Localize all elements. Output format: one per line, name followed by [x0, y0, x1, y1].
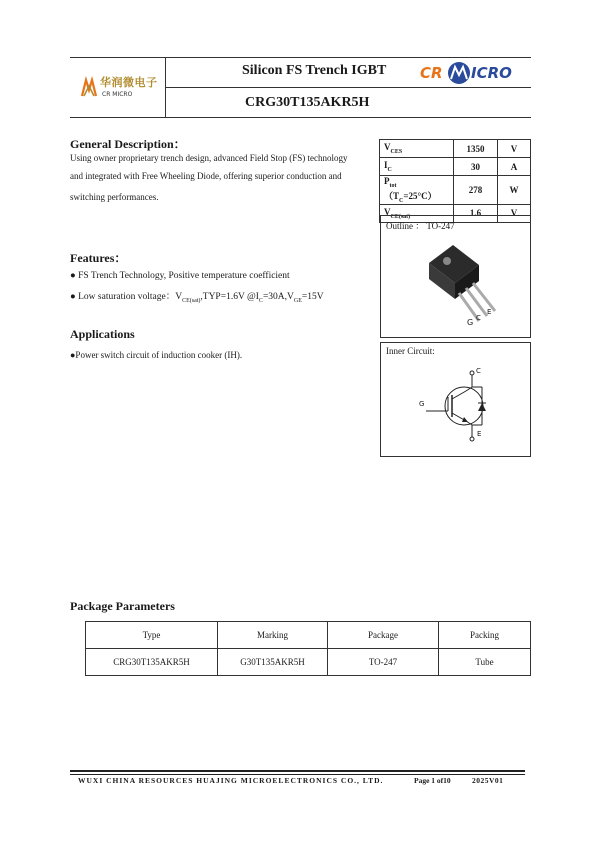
spec-unit: W	[498, 176, 531, 205]
footer-company: WUXI CHINA RESOURCES HUAJING MICROELECTRONICS CO., LTD.	[78, 776, 384, 785]
features-title: Features：	[70, 251, 127, 265]
inner-pin-g: G	[419, 400, 425, 408]
applications-title: Applications	[70, 327, 135, 341]
table-header-cell: Type	[86, 622, 218, 649]
inner-pin-c: C	[476, 367, 481, 375]
key-specs-table	[379, 139, 531, 223]
table-row	[86, 649, 531, 676]
part-number: CRG30T135AKR5H	[245, 95, 370, 110]
cr-micro-logo-left	[80, 74, 160, 104]
logo-cr-text: CR	[420, 64, 443, 82]
general-line-1: Using owner proprietary trench design, advanced Field Stop (FS) technology	[70, 153, 348, 163]
spec-row	[380, 158, 531, 176]
spec-value: 1.6	[454, 204, 498, 222]
spec-symbol: $I_C$	[380, 158, 454, 176]
logo-english-text: CR MICRO	[102, 91, 133, 98]
spec-unit: V	[498, 140, 531, 158]
feature-item-2: ● Low saturation voltage：$V_{CE(sat)},TYP=1.6V$ $@I_C=30A,V_{GE}=15V$	[70, 292, 324, 304]
spec-value: 1350	[454, 140, 498, 158]
logo-chinese-text: 华润微电子	[100, 76, 158, 89]
outline-pin-g: G	[467, 318, 474, 327]
spec-symbol: $P_{tot}(T_C=25^\circ C)$	[380, 176, 454, 205]
spec-symbol: $V_{CE(sat)}$	[380, 204, 454, 222]
cr-micro-logo-right	[420, 61, 520, 85]
package-parameters-title: Package Parameters	[70, 599, 175, 613]
general-line-3: switching performances.	[70, 192, 159, 202]
outline-label: Outline ： TO-247	[386, 221, 455, 231]
document-title: Silicon FS Trench IGBT	[242, 63, 387, 78]
table-header-cell: Marking	[218, 622, 328, 649]
table-header-row	[86, 622, 531, 649]
inner-circuit-box	[380, 342, 531, 457]
spec-unit: V	[498, 204, 531, 222]
footer-page-number: Page 1 of10	[414, 776, 451, 785]
footer-version: 2025V01	[472, 776, 504, 785]
spec-row	[380, 176, 531, 205]
m-logo-icon	[446, 61, 472, 85]
table-cell: G30T135AKR5H	[218, 649, 328, 676]
spec-row	[380, 140, 531, 158]
table-cell: CRG30T135AKR5H	[86, 649, 218, 676]
package-parameters-table	[85, 621, 531, 676]
table-cell: Tube	[439, 649, 531, 676]
inner-circuit-label: Inner Circuit:	[386, 346, 435, 356]
igbt-circuit-symbol	[426, 367, 496, 447]
feature-item-1: ● FS Trench Technology, Positive temperature coefficient	[70, 271, 290, 281]
spec-symbol: $V_{CES}$	[380, 140, 454, 158]
spec-unit: A	[498, 158, 531, 176]
outline-box	[380, 215, 531, 338]
footer-rule-thick	[70, 770, 525, 772]
logo-icro-text: ICRO	[471, 64, 512, 82]
inner-pin-e: E	[477, 430, 482, 438]
general-line-2: and integrated with Free Wheeling Diode, offering superior conduction and	[70, 171, 342, 181]
table-header-cell: Packing	[439, 622, 531, 649]
spec-value: 278	[454, 176, 498, 205]
table-header-cell: Package	[328, 622, 439, 649]
outline-pin-c: C	[476, 314, 481, 322]
cr-logo-icon	[80, 76, 98, 98]
general-description-title: General Description：	[70, 137, 186, 151]
table-cell: TO-247	[328, 649, 439, 676]
application-item-1: ●Power switch circuit of induction cooker (IH).	[70, 350, 243, 360]
spec-value: 30	[454, 158, 498, 176]
footer-rule-thin	[70, 774, 525, 775]
header-mid-divider	[165, 87, 531, 88]
outline-pin-e: E	[487, 308, 492, 316]
